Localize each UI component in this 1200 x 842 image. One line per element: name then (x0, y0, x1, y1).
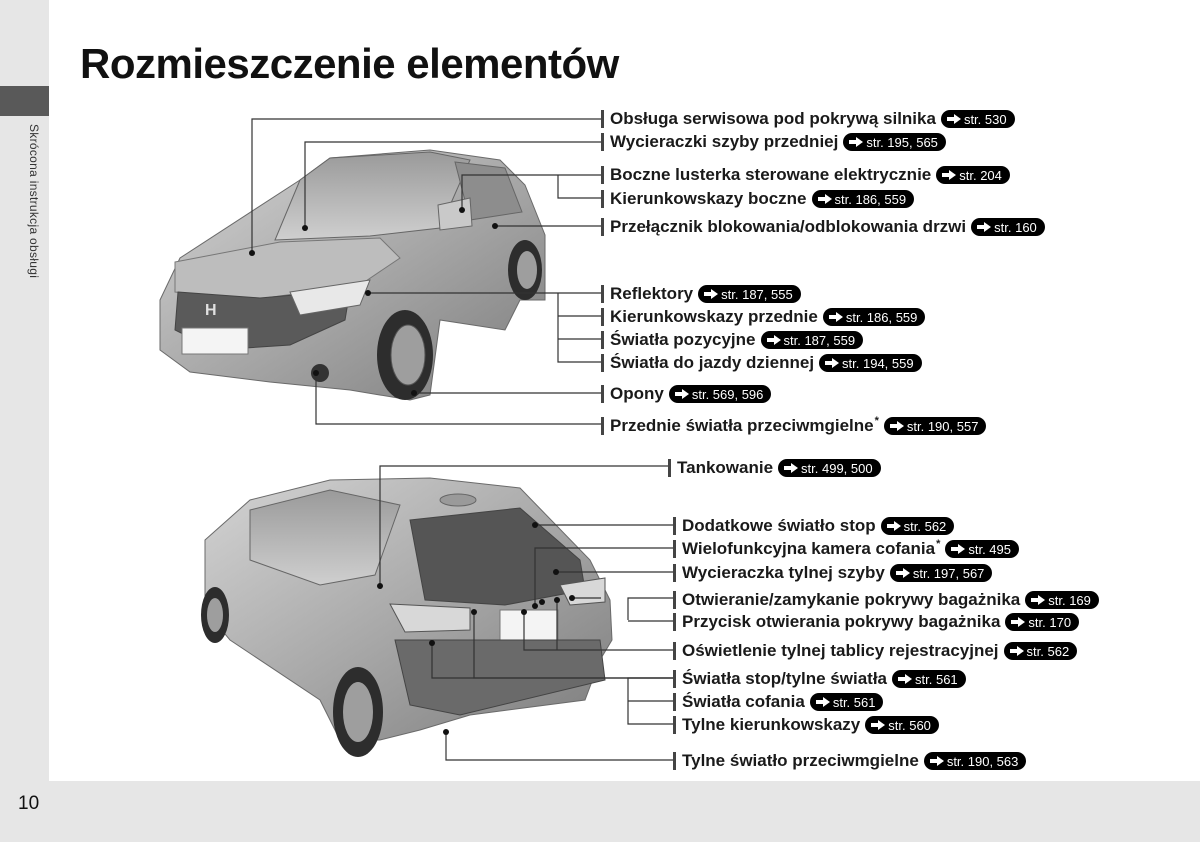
page-reference-text: str. 187, 555 (721, 286, 793, 302)
page-reference-arrow-icon (950, 543, 966, 555)
front-callout-1 (601, 131, 946, 153)
front-callout-10 (601, 415, 986, 437)
page-reference-arrow-icon (674, 388, 690, 400)
front-callout-2 (601, 164, 1010, 186)
page-reference-text: str. 561 (915, 671, 958, 687)
page-reference-link[interactable] (1005, 613, 1079, 631)
page-reference-arrow-icon (886, 520, 902, 532)
page-reference-text: str. 194, 559 (842, 355, 914, 371)
page-reference-link[interactable] (812, 190, 915, 208)
rear-callout-0 (668, 457, 881, 479)
callout-marker (601, 417, 604, 435)
callout-text: Kierunkowskazy boczne (610, 189, 807, 208)
callout-text: Wielofunkcyjna kamera cofania (682, 539, 936, 558)
callout-marker (673, 517, 676, 535)
page-reference-arrow-icon (941, 169, 957, 181)
callout-text: Światła stop/tylne światła (682, 669, 888, 688)
callout-marker (601, 331, 604, 349)
page-reference-arrow-icon (828, 311, 844, 323)
page-reference-text: str. 495 (968, 541, 1011, 557)
rear-callout-4 (673, 589, 1099, 611)
svg-text:H: H (205, 302, 217, 319)
callout-marker (601, 110, 604, 128)
rear-car-body (201, 478, 612, 757)
page-reference-text: str. 204 (959, 167, 1002, 183)
page-reference-link[interactable] (843, 133, 946, 151)
page-reference-link[interactable] (778, 459, 881, 477)
callout-text: Światła cofania (682, 692, 805, 711)
page-reference-arrow-icon (1010, 616, 1026, 628)
callout-text: Dodatkowe światło stop (682, 516, 876, 535)
callout-text: Oświetlenie tylnej tablicy rejestracyjnej (682, 641, 999, 660)
page-number: 10 (18, 793, 40, 814)
page-reference-text: str. 560 (888, 717, 931, 733)
page-reference-arrow-icon (929, 755, 945, 767)
page-reference-link[interactable] (819, 354, 922, 372)
page-reference-arrow-icon (895, 567, 911, 579)
page-reference-text: str. 561 (832, 694, 876, 710)
callout-text: Tylne kierunkowskazy (682, 715, 861, 734)
front-callout-0 (601, 108, 1015, 130)
page-reference-link[interactable] (924, 752, 1027, 770)
page-reference-link[interactable] (810, 693, 884, 711)
page-reference-link[interactable] (890, 564, 993, 582)
rear-callout-8 (673, 691, 883, 713)
page-reference-arrow-icon (1009, 645, 1025, 657)
section-tab-label: Skrócona instrukcja obsługi (27, 124, 41, 279)
callout-marker (601, 190, 604, 208)
callout-text: Przednie światła przeciwmgielne (610, 416, 874, 435)
page-reference-text: str. 197, 567 (912, 565, 985, 581)
rear-callout-1 (673, 515, 954, 537)
callout-marker (601, 385, 604, 403)
page-reference-link[interactable] (669, 385, 772, 403)
callout-text: Otwieranie/zamykanie pokrywy bagażnika (682, 590, 1021, 609)
footnote-asterisk: * (874, 415, 879, 427)
callout-text: Przełącznik blokowania/odblokowania drzwi (610, 217, 967, 236)
callout-marker (601, 166, 604, 184)
callout-marker (673, 693, 676, 711)
page-reference-arrow-icon (783, 462, 799, 474)
callout-text: Obsługa serwisowa pod pokrywą silnika (610, 109, 936, 128)
footnote-asterisk: * (936, 538, 941, 550)
front-callout-9 (601, 383, 771, 405)
rear-callout-10 (673, 750, 1026, 772)
callout-marker (673, 642, 676, 660)
page-reference-arrow-icon (976, 221, 992, 233)
page-reference-arrow-icon (815, 696, 831, 708)
rear-callout-3 (673, 562, 992, 584)
page-reference-link[interactable] (892, 670, 966, 688)
callout-text: Światła pozycyjne (610, 330, 756, 349)
callout-marker (673, 540, 676, 558)
page-reference-link[interactable] (936, 166, 1010, 184)
rear-callout-5 (673, 611, 1079, 633)
callout-marker (668, 459, 671, 477)
front-callout-5 (601, 283, 801, 305)
page-reference-link[interactable] (945, 540, 1019, 558)
page-reference-text: str. 190, 557 (906, 418, 979, 434)
page-reference-text: str. 170 (1028, 614, 1072, 630)
page-reference-arrow-icon (817, 193, 833, 205)
callout-text: Boczne lusterka sterowane elektrycznie (610, 165, 932, 184)
callout-text: Światła do jazdy dziennej (610, 353, 815, 372)
page-reference-text: str. 569, 596 (691, 386, 764, 402)
page-reference-link[interactable] (941, 110, 1015, 128)
rear-callout-2 (673, 538, 1019, 560)
callout-marker (601, 308, 604, 326)
page-reference-text: str. 186, 559 (845, 309, 918, 325)
page-reference-arrow-icon (766, 334, 782, 346)
page-reference-link[interactable] (761, 331, 864, 349)
page-reference-text: str. 160 (994, 219, 1037, 235)
callout-text: Tankowanie (677, 458, 774, 477)
page-title: Rozmieszczenie elementów (80, 40, 619, 87)
page-reference-link[interactable] (1025, 591, 1099, 609)
page-reference-arrow-icon (870, 719, 886, 731)
callout-text: Wycieraczka tylnej szyby (682, 563, 885, 582)
callout-marker (673, 670, 676, 688)
page-reference-link[interactable] (971, 218, 1045, 236)
page-reference-arrow-icon (1030, 594, 1046, 606)
page-reference-text: str. 186, 559 (834, 191, 907, 207)
page-reference-text: str. 195, 565 (866, 134, 938, 150)
callout-marker (601, 133, 604, 151)
callout-text: Przycisk otwierania pokrywy bagażnika (682, 612, 1001, 631)
front-car-body (160, 150, 545, 400)
callout-marker (673, 564, 676, 582)
front-callout-8 (601, 352, 922, 374)
callout-marker (673, 752, 676, 770)
page-reference-arrow-icon (889, 420, 905, 432)
callout-text: Wycieraczki szyby przedniej (610, 132, 839, 151)
callout-marker (673, 716, 676, 734)
page-reference-text: str. 187, 559 (783, 332, 856, 348)
page-reference-link[interactable] (865, 716, 939, 734)
front-callout-4 (601, 216, 1045, 238)
page-reference-link[interactable] (823, 308, 926, 326)
page-reference-text: str. 499, 500 (801, 460, 873, 476)
page-reference-link[interactable] (881, 517, 955, 535)
callout-marker (673, 613, 676, 631)
rear-callout-6 (673, 640, 1077, 662)
page-reference-text: str. 169 (1048, 592, 1091, 608)
page-reference-text: str. 530 (963, 111, 1007, 127)
page-reference-arrow-icon (848, 136, 864, 148)
rear-callout-9 (673, 714, 939, 736)
page-reference-arrow-icon (703, 288, 719, 300)
callout-text: Tylne światło przeciwmgielne (682, 751, 919, 770)
callout-text: Opony (610, 384, 664, 403)
page-reference-link[interactable] (884, 417, 987, 435)
page-reference-link[interactable] (698, 285, 801, 303)
callout-marker (601, 354, 604, 372)
page-reference-text: str. 562 (903, 518, 947, 534)
front-callout-3 (601, 188, 914, 210)
callout-text: Reflektory (610, 284, 694, 303)
callout-marker (673, 591, 676, 609)
front-callout-6 (601, 306, 925, 328)
rear-callout-7 (673, 668, 966, 690)
callout-marker (601, 218, 604, 236)
callout-text: Kierunkowskazy przednie (610, 307, 818, 326)
page-reference-link[interactable] (1004, 642, 1078, 660)
callout-marker (601, 285, 604, 303)
page-reference-text: str. 190, 563 (946, 753, 1019, 769)
page-reference-arrow-icon (897, 673, 913, 685)
page-reference-arrow-icon (946, 113, 962, 125)
page-reference-text: str. 562 (1026, 643, 1070, 659)
front-callout-7 (601, 329, 863, 351)
page-reference-arrow-icon (824, 357, 840, 369)
